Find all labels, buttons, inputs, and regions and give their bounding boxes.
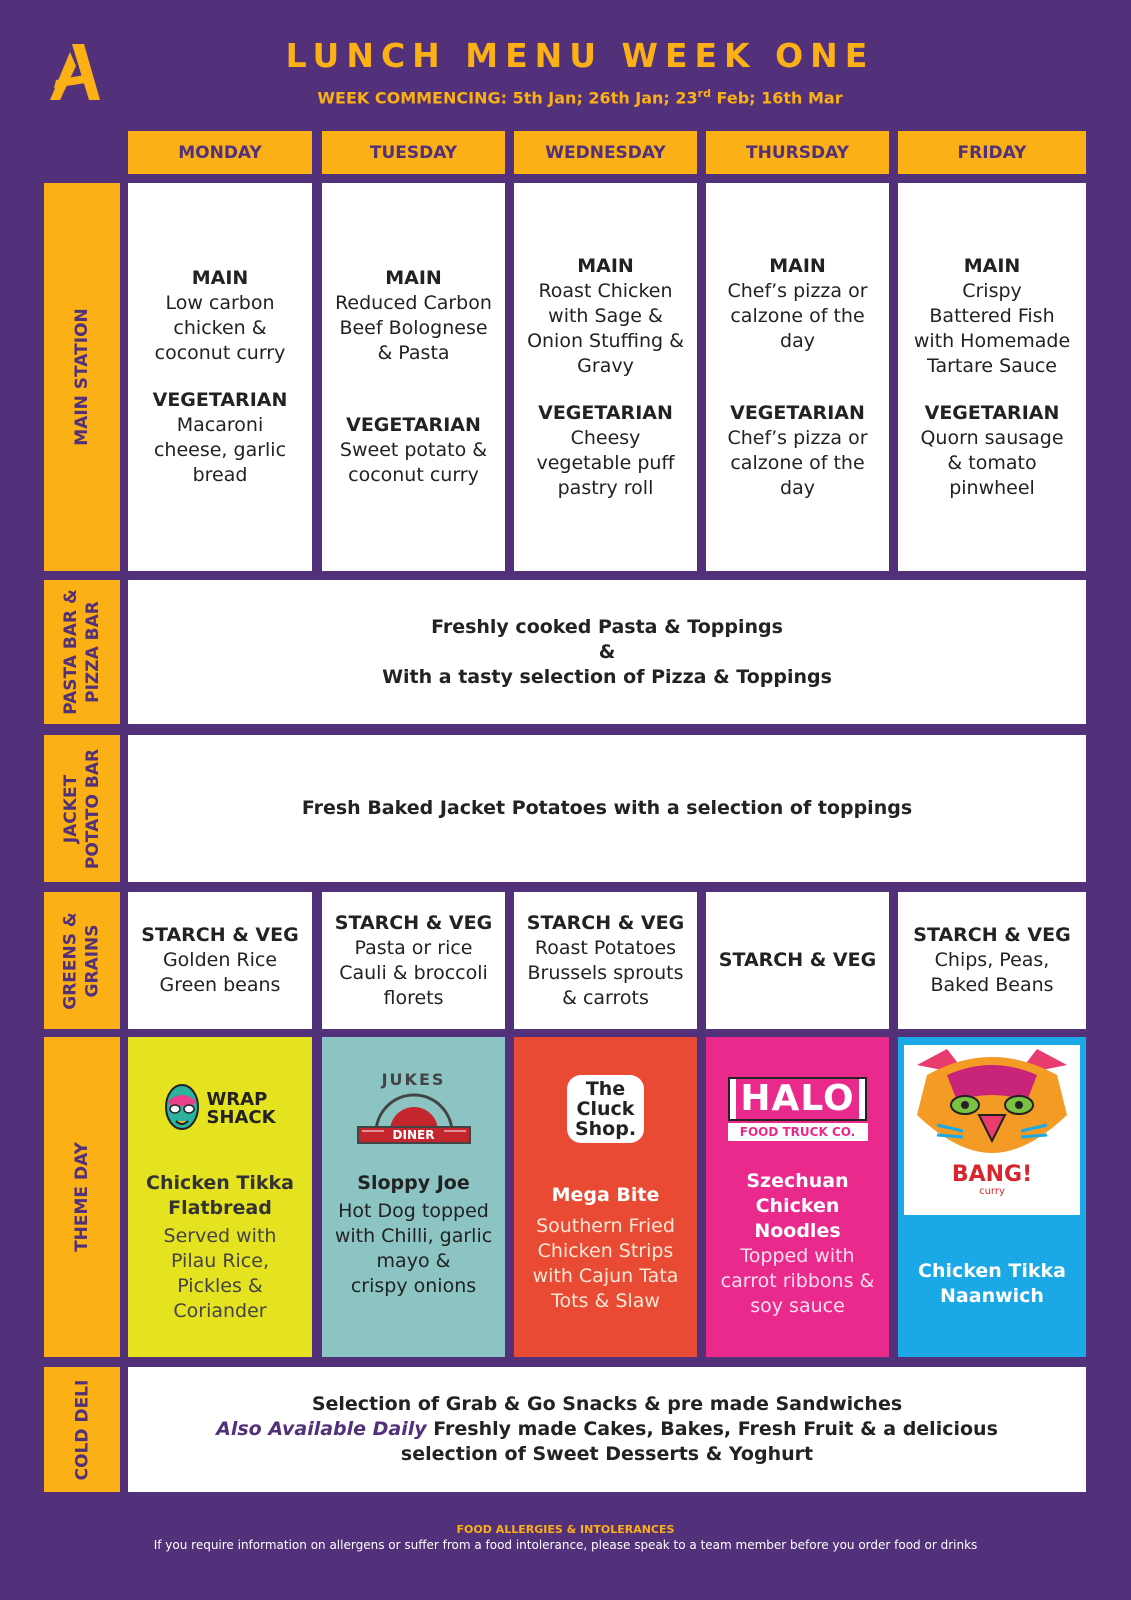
main-station-tuesday: MAIN Reduced Carbon Beef Bolognese & Pasta VEGETARIAN Sweet potato & coconut curry bbox=[322, 183, 505, 571]
also-available-emphasis: Also Available Daily bbox=[216, 1418, 427, 1440]
page-subtitle: WEEK COMMENCING: 5th Jan; 26th Jan; 23rd Feb; 16th Mar bbox=[317, 87, 843, 108]
row-label-pasta-bar: PASTA BAR & PIZZA BAR bbox=[44, 580, 120, 724]
wrestler-mask-icon bbox=[164, 1083, 200, 1135]
greens-tuesday: STARCH & VEG Pasta or rice Cauli & broccoli florets bbox=[322, 892, 505, 1029]
row-label-jacket-potato: JACKET POTATO BAR bbox=[44, 735, 120, 882]
day-header-tuesday: TUESDAY bbox=[322, 131, 505, 174]
greens-thursday: STARCH & VEG bbox=[706, 892, 889, 1029]
theme-tuesday: JUKES DINER Sloppy Joe Hot Dog topped with Chilli, garlic mayo & crispy onions bbox=[322, 1037, 505, 1357]
bang-curry-logo: BANG! curry bbox=[904, 1045, 1080, 1215]
row-label-greens-grains: GREENS & GRAINS bbox=[44, 892, 120, 1029]
main-station-friday: MAIN Crispy Battered Fish with Homemade Tartare Sauce VEGETARIAN Quorn sausage & tomato pinwheel bbox=[898, 183, 1086, 571]
allergy-text: If you require information on allergens or suffer from a food intolerance, please speak to a team member before you order food or drinks bbox=[153, 1538, 978, 1552]
row-label-main-station: MAIN STATION bbox=[44, 183, 120, 571]
pasta-bar-cell: Freshly cooked Pasta & Toppings & With a tasty selection of Pizza & Toppings bbox=[128, 580, 1086, 724]
cold-deli-cell: Selection of Grab & Go Snacks & pre made Sandwiches Also Available Daily Freshly made Cakes, Bakes, Fresh Fruit & a delicious selection of Sweet Desserts & Yoghurt bbox=[128, 1367, 1086, 1492]
row-label-theme-day: THEME DAY bbox=[44, 1037, 120, 1357]
main-station-thursday: MAIN Chef’s pizza or calzone of the day VEGETARIAN Chef’s pizza or calzone of the day bbox=[706, 183, 889, 571]
jukes-diner-logo: JUKES DINER bbox=[328, 1059, 499, 1159]
theme-friday: BANG! curry Chicken Tikka Naanwich bbox=[898, 1037, 1086, 1357]
row-label-cold-deli: COLD DELI bbox=[44, 1367, 120, 1492]
halo-logo: HALO FOOD TRUCK CO. bbox=[712, 1059, 883, 1159]
theme-monday: WRAP SHACK Chicken Tikka Flatbread Served with Pilau Rice, Pickles & Coriander bbox=[128, 1037, 312, 1357]
greens-monday: STARCH & VEG Golden Rice Green beans bbox=[128, 892, 312, 1029]
page-title: LUNCH MENU WEEK ONE bbox=[285, 36, 875, 75]
day-header-wednesday: WEDNESDAY bbox=[514, 131, 697, 174]
day-header-thursday: THURSDAY bbox=[706, 131, 889, 174]
main-station-wednesday: MAIN Roast Chicken with Sage & Onion Stuffing & Gravy VEGETARIAN Cheesy vegetable puff pastry roll bbox=[514, 183, 697, 571]
brand-logo-icon bbox=[50, 44, 102, 104]
jacket-potato-cell: Fresh Baked Jacket Potatoes with a selection of toppings bbox=[128, 735, 1086, 882]
day-header-monday: MONDAY bbox=[128, 131, 312, 174]
cluck-shop-logo: The Cluck Shop. bbox=[520, 1059, 691, 1159]
theme-wednesday: The Cluck Shop. Mega Bite Southern Fried Chicken Strips with Cajun Tata Tots & Slaw bbox=[514, 1037, 697, 1357]
theme-thursday: HALO FOOD TRUCK CO. Szechuan Chicken Noodles Topped with carrot ribbons & soy sauce bbox=[706, 1037, 889, 1357]
wrap-shack-logo: WRAP SHACK bbox=[134, 1059, 306, 1159]
main-station-monday: MAIN Low carbon chicken & coconut curry VEGETARIAN Macaroni cheese, garlic bread bbox=[128, 183, 312, 571]
day-header-friday: FRIDAY bbox=[898, 131, 1086, 174]
greens-wednesday: STARCH & VEG Roast Potatoes Brussels sprouts & carrots bbox=[514, 892, 697, 1029]
greens-friday: STARCH & VEG Chips, Peas, Baked Beans bbox=[898, 892, 1086, 1029]
allergy-heading: FOOD ALLERGIES & INTOLERANCES bbox=[456, 1523, 675, 1536]
tiger-face-icon bbox=[907, 1045, 1077, 1155]
